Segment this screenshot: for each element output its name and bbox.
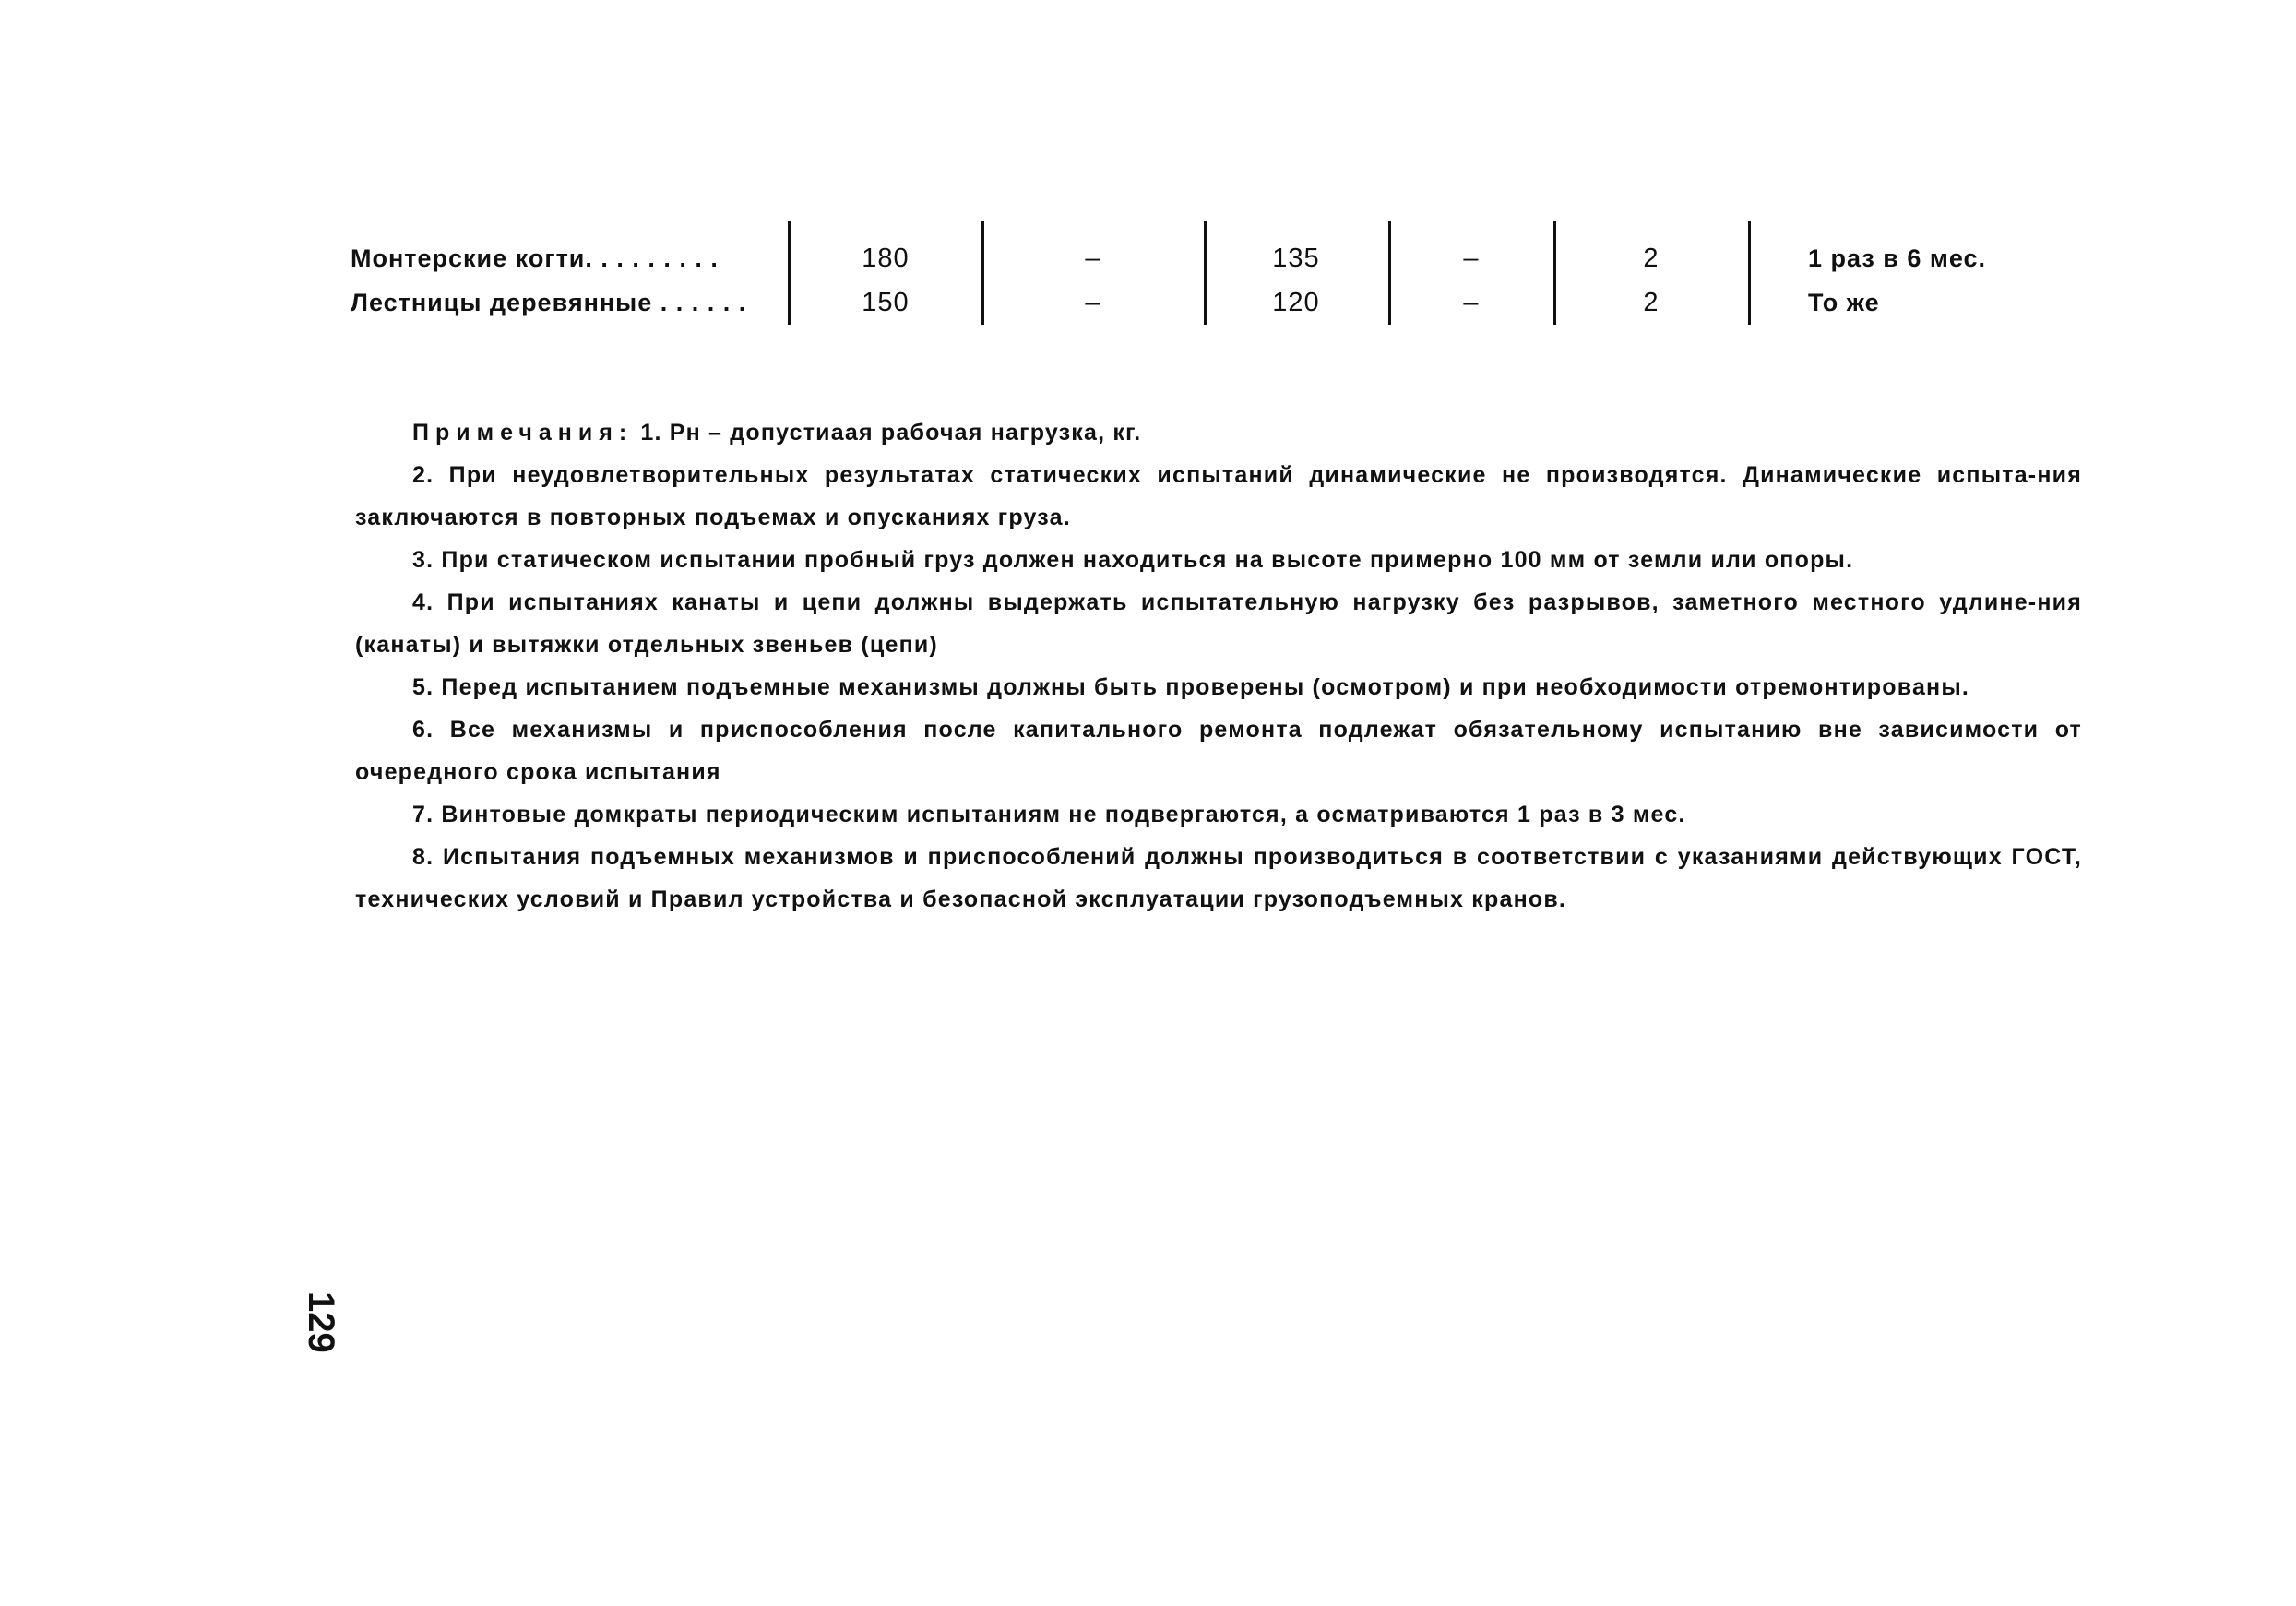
note-item: 5. Перед испытанием подъемные механизмы должны быть проверены (осмотром) и при необходимости отремонтированы. [412, 674, 1970, 700]
row-name: Монтерские когти. . . . . . . . . [351, 244, 719, 272]
note-text: 1. Рн – допустиаая рабочая нагрузка, кг. [640, 420, 1142, 446]
cell-value: – [1085, 288, 1101, 317]
cell-value: 150 [862, 288, 910, 317]
cell-value: 120 [1272, 288, 1320, 317]
cell-period: То же [1808, 289, 1880, 316]
cell-value: 2 [1643, 288, 1660, 317]
notes-heading: Примечания: [412, 420, 634, 446]
row-name: Лестницы деревянные . . . . . . [351, 289, 747, 316]
table-row [351, 280, 2103, 325]
equipment-table [351, 221, 2103, 332]
cell-period: 1 раз в 6 мес. [1808, 244, 1987, 272]
note-item: 3. При статическом испытании пробный груз должен находиться на высоте примерно 100 мм от земли или опоры. [412, 547, 1854, 573]
note-item: 4. При испытаниях канаты и цепи должны выдержать испытательную нагрузку без разрывов, заметного местного удлине-ния (канаты) и вытяжки отдельных звеньев (цепи) [355, 589, 2082, 658]
cell-value: – [1085, 244, 1101, 273]
note-item: 2. При неудовлетворительных результатах статических испытаний динамические не производятся. Динамические испыта-ния заключаются в повторных подъемах и опусканиях груза. [355, 462, 2082, 530]
note-item [355, 411, 2082, 454]
notes-section [355, 411, 2082, 921]
cell-value: – [1463, 288, 1480, 317]
note-item: 6. Все механизмы и приспособления после капитального ремонта подлежат обязательному испытанию вне зависимости от очередного срока испытания [355, 717, 2082, 785]
cell-value: 135 [1272, 244, 1320, 273]
note-item: 7. Винтовые домкраты периодическим испытаниям не подвергаются, а осматриваются 1 раз в 3 мес. [412, 802, 1686, 827]
note-item: 8. Испытания подъемных механизмов и приспособлений должны производиться в соответствии с указаниями действующих ГОСТ, технических условий и Правил устройства и безопасной эксплуатации грузоподъемных кранов. [355, 844, 2082, 912]
page-number: 129 [301, 1291, 341, 1353]
table-row [351, 236, 2103, 280]
cell-value: 2 [1643, 244, 1660, 273]
cell-value: 180 [862, 244, 910, 273]
cell-value: – [1463, 244, 1480, 273]
